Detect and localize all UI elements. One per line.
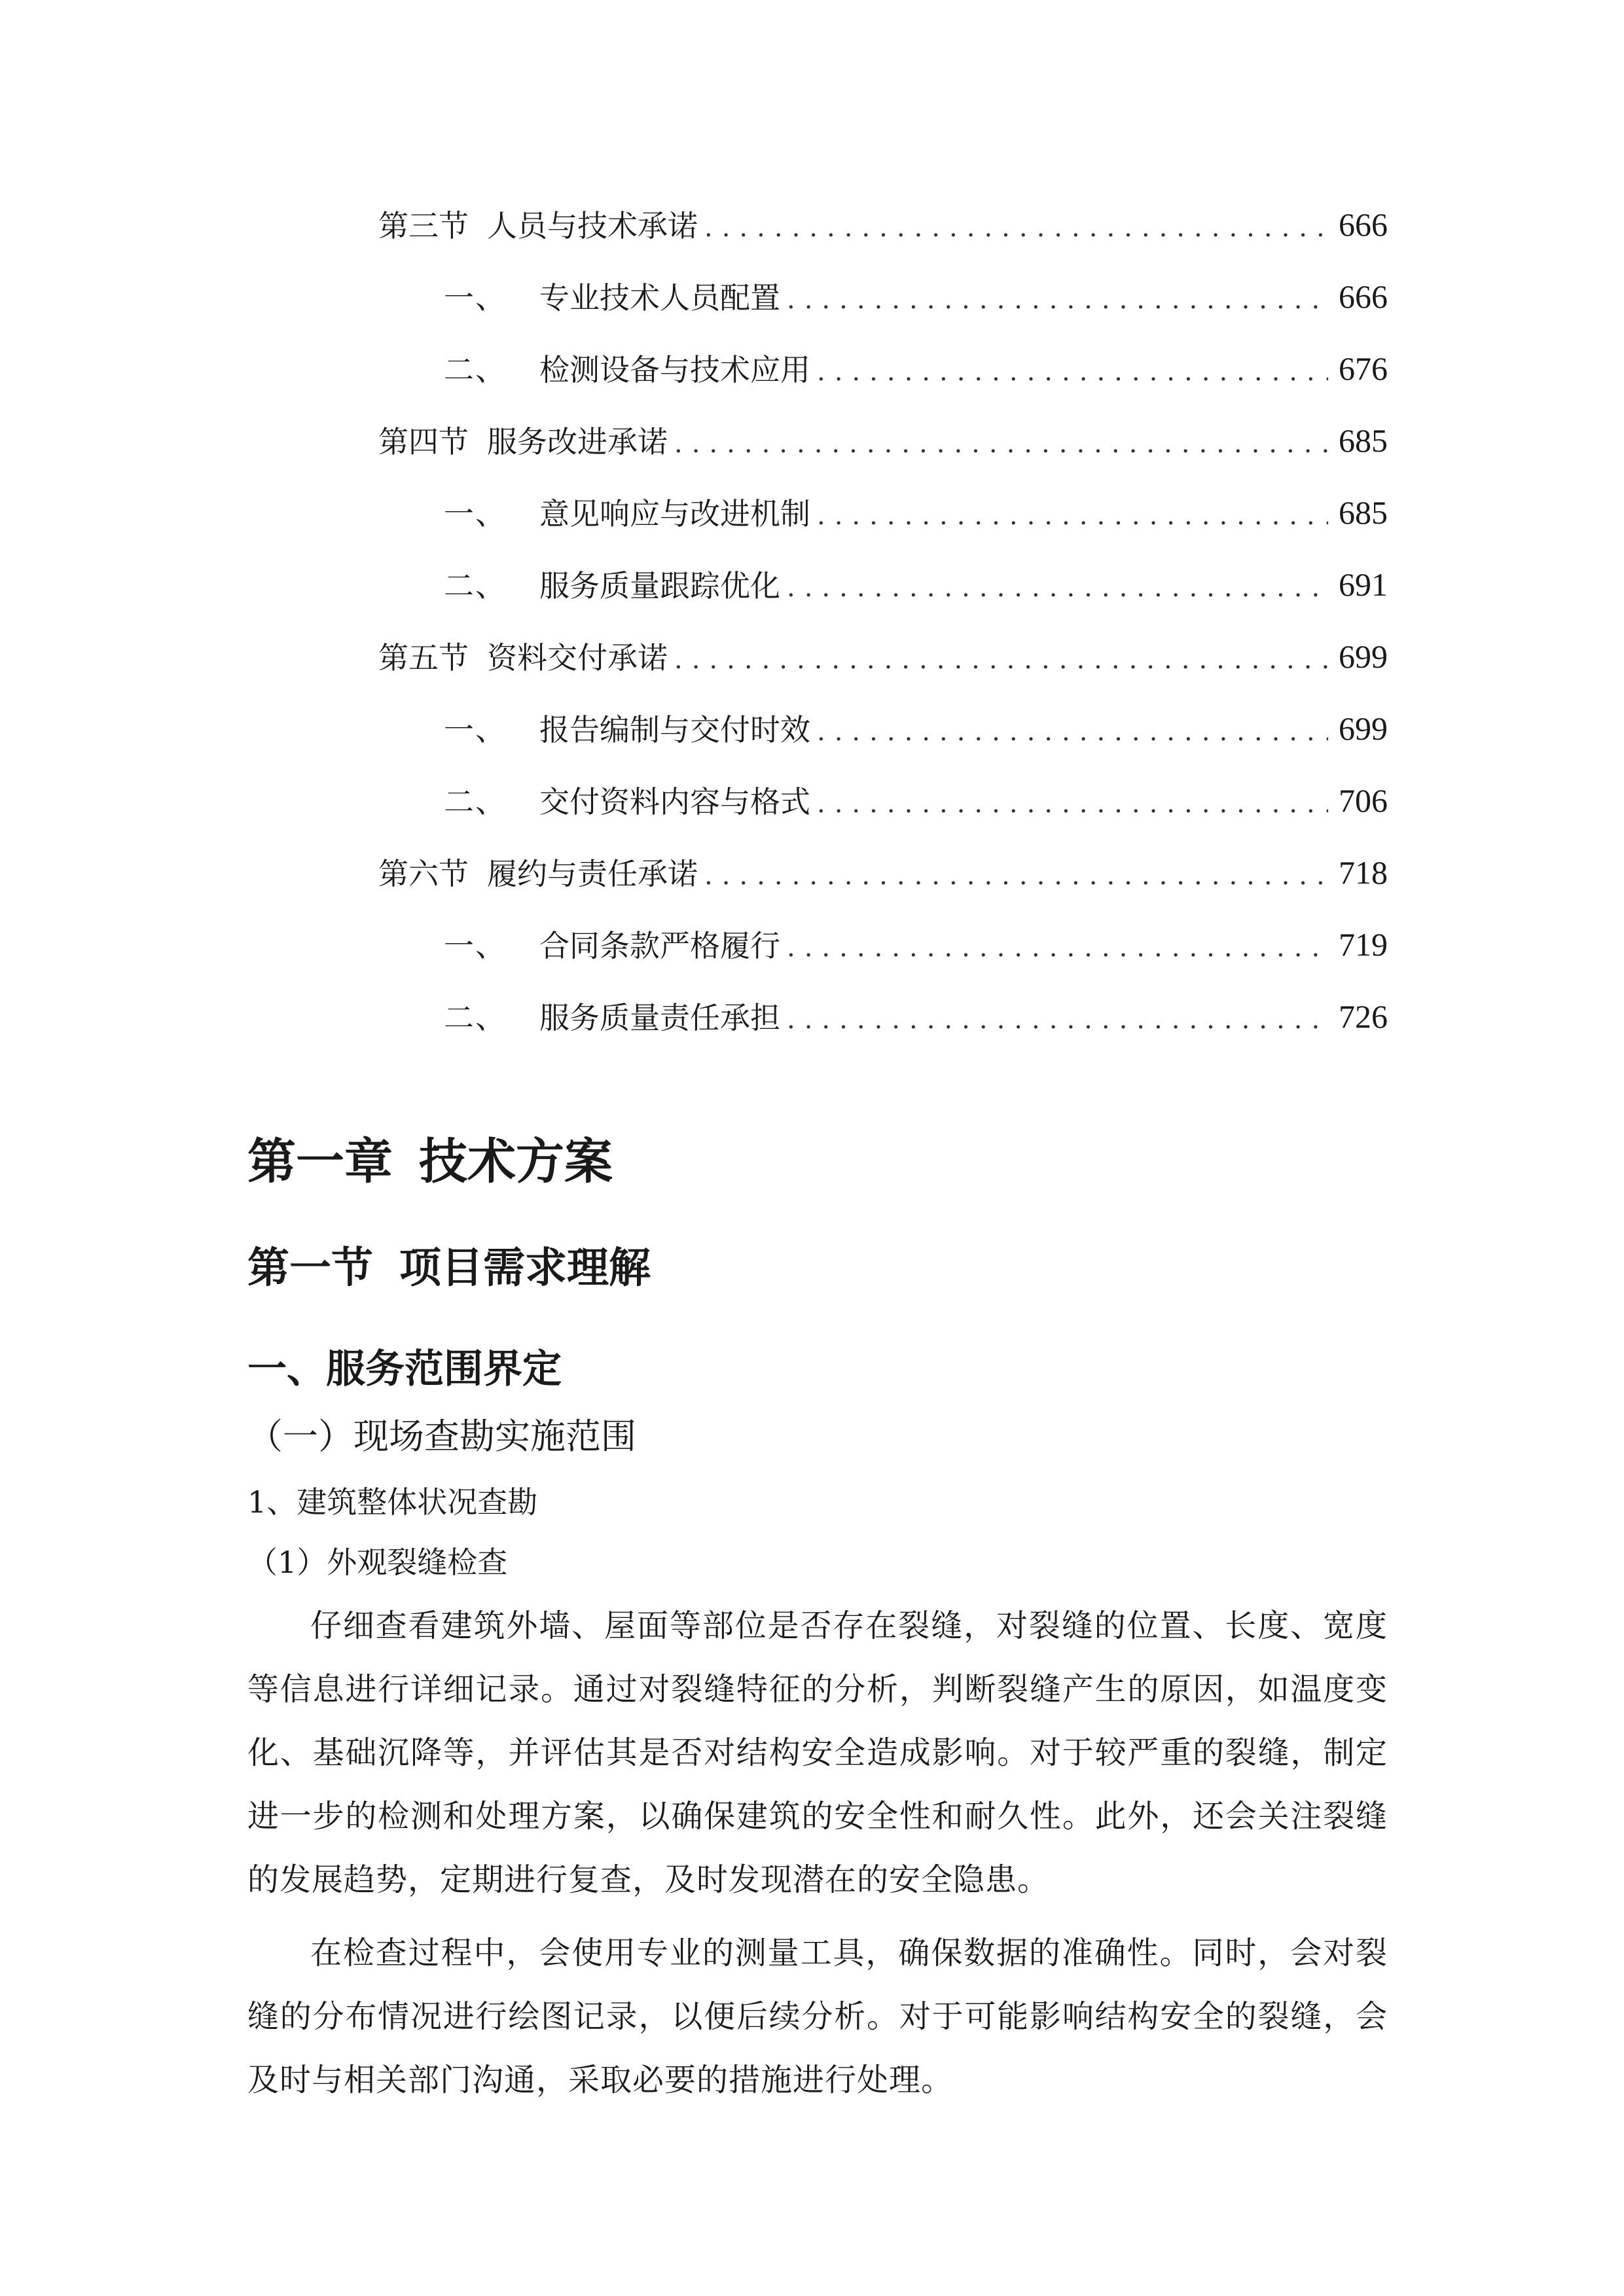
toc-entry[interactable] [444,771,1388,817]
chapter-heading [247,1134,613,1190]
toc-entry-number: 二、 [444,1000,507,1035]
toc-entry-title: 交付资料内容与格式 [539,784,810,819]
body-paragraph: 仔细查看建筑外墙、屋面等部位是否存在裂缝，对裂缝的位置、长度、宽度等信息进行详细记录。通过对裂缝特征的分析，判断裂缝产生的原因，如温度变化、基础沉降等，并评估其是否对结构安全造成影响。对于较严重的裂缝，制定进一步的检测和处理方案，以确保建筑的安全性和耐久性。此外，还会关注裂缝的发展趋势，定期进行复查，及时发现潜在的安全隐患。 [247,1607,1388,1898]
toc-entry-title: 资料交付承诺 [487,640,668,675]
toc-entry-page: 726 [1339,998,1388,1035]
toc-entry-page: 719 [1339,926,1388,963]
toc-entry[interactable] [378,627,1388,673]
subsection-heading: 一、服务范围界定 [247,1346,562,1392]
toc-entry[interactable] [444,483,1388,529]
toc-entry-page: 685 [1339,494,1388,531]
toc-leader-dots [817,791,1328,817]
toc-entry-number: 二、 [444,352,507,387]
toc-entry-number: 第六节 [378,856,469,891]
toc-leader-dots [817,503,1328,529]
toc-entry-title: 报告编制与交付时效 [539,712,810,747]
toc-entry-page: 666 [1339,278,1388,315]
toc-entry-number: 一、 [444,280,507,315]
body-paragraph: 在检查过程中，会使用专业的测量工具，确保数据的准确性。同时，会对裂缝的分布情况进行绘图记录，以便后续分析。对于可能影响结构安全的裂缝，会及时与相关部门沟通，采取必要的措施进行处理。 [247,1935,1388,2098]
toc-leader-dots [674,647,1328,673]
toc-entry[interactable] [378,411,1388,457]
toc-entry-page: 676 [1339,350,1388,387]
toc-leader-dots [787,935,1328,961]
toc-entry-title: 服务质量责任承担 [539,1000,780,1035]
toc-entry-title: 人员与技术承诺 [487,208,698,243]
subpoint-heading: （1）外观裂缝检查 [247,1545,508,1580]
toc-entry-title: 服务改进承诺 [487,424,668,459]
toc-entry-page: 718 [1339,854,1388,891]
chapter-title: 技术方案 [419,1134,613,1190]
chapter-number: 第一章 [247,1134,393,1190]
section-number: 第一节 [247,1244,373,1293]
toc-leader-dots [704,863,1328,889]
toc-entry-page: 685 [1339,422,1388,459]
toc-entry-page: 706 [1339,782,1388,819]
toc-entry-number: 第四节 [378,424,469,459]
toc-entry-number: 第五节 [378,640,469,675]
toc-entry[interactable] [444,699,1388,745]
toc-entry-title: 合同条款严格履行 [539,928,780,963]
toc-entry[interactable] [444,267,1388,313]
toc-entry-number: 一、 [444,712,507,747]
section-title: 项目需求理解 [399,1244,651,1293]
toc-entry[interactable] [378,843,1388,889]
toc-entry-title: 检测设备与技术应用 [539,352,810,387]
toc-entry[interactable] [444,339,1388,385]
toc-leader-dots [704,215,1328,241]
toc-entry-page: 666 [1339,206,1388,243]
toc-entry-title: 意见响应与改进机制 [539,496,810,531]
toc-entry[interactable] [444,915,1388,961]
section-heading [247,1244,651,1293]
subsubsection-heading: （一）现场查勘实施范围 [247,1416,636,1457]
toc-leader-dots [787,287,1328,313]
toc-entry[interactable] [378,195,1388,241]
toc-entry-number: 一、 [444,496,507,531]
toc-entry-number: 二、 [444,784,507,819]
toc-entry-title: 履约与责任承诺 [487,856,698,891]
toc-leader-dots [674,431,1328,457]
toc-entry[interactable] [444,555,1388,601]
toc-entry-number: 一、 [444,928,507,963]
toc-entry-title: 专业技术人员配置 [539,280,780,315]
toc-entry-number: 二、 [444,568,507,603]
toc-entry-title: 服务质量跟踪优化 [539,568,780,603]
toc-leader-dots [817,359,1328,385]
toc-leader-dots [787,575,1328,601]
point-heading: 1、建筑整体状况查勘 [247,1484,538,1520]
toc-entry-page: 699 [1339,710,1388,747]
toc-entry-number: 第三节 [378,208,469,243]
toc-leader-dots [787,1007,1328,1033]
toc-leader-dots [817,719,1328,745]
toc-entry-page: 699 [1339,638,1388,675]
toc-entry[interactable] [444,987,1388,1033]
toc-entry-page: 691 [1339,566,1388,603]
